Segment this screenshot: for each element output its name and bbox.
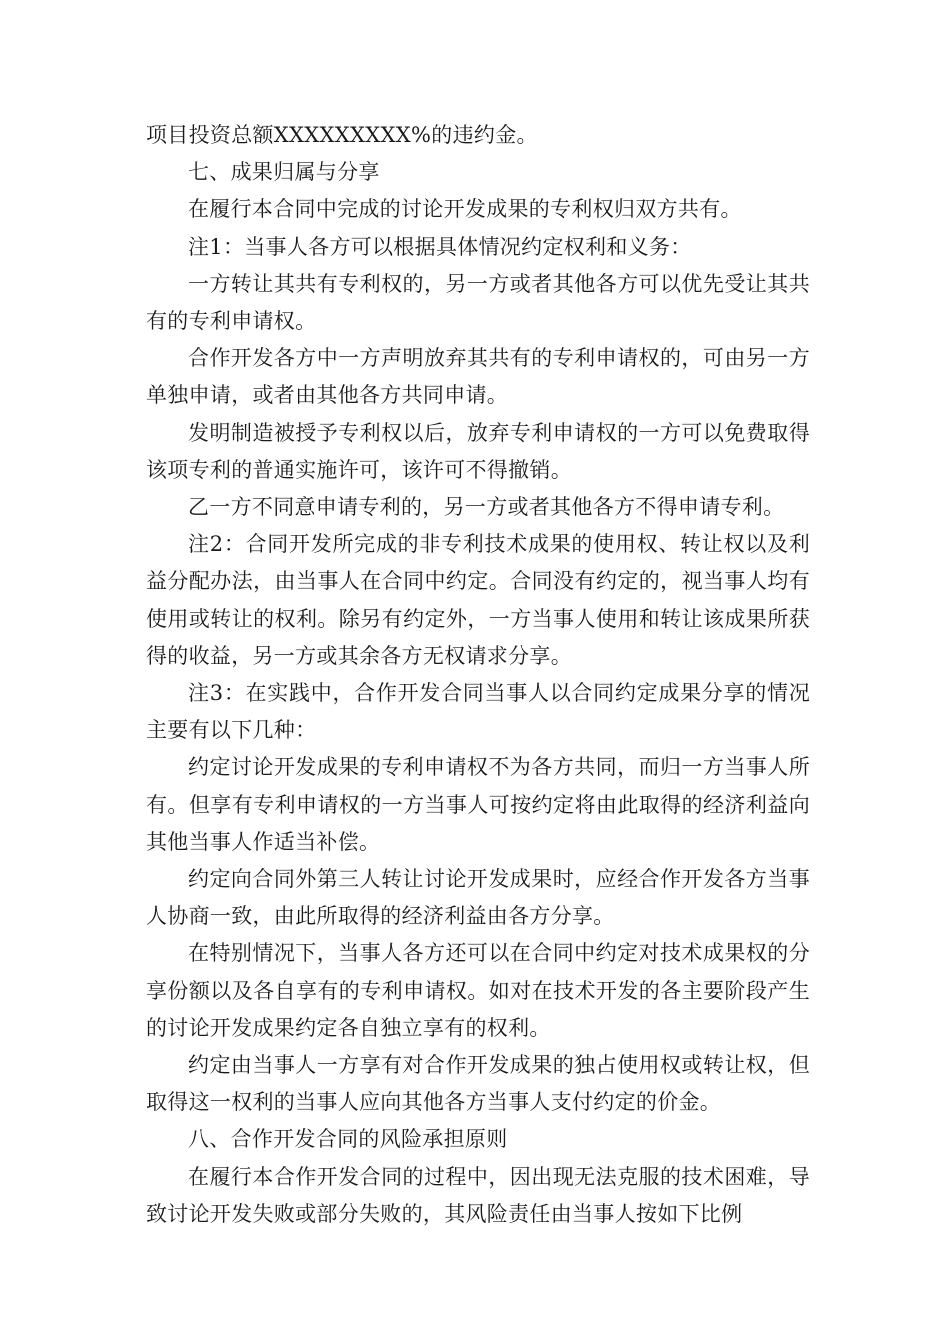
document-body [146, 117, 810, 1233]
paragraph-7: 发明制造被授予专利权以后，放弃专利申请权的一方可以免费取得该项专利的普通实施许可，该许可不得撤销。 [146, 420, 810, 482]
paragraph-3: 在履行本合同中完成的讨论开发成果的专利权归双方共有。 [188, 197, 742, 222]
paragraph-16: 在履行本合作开发合同的过程中，因出现无法克服的技术困难，导致讨论开发失败或部分失败的，其风险责任由当事人按如下比例 [146, 1164, 810, 1226]
note-3: 注3：在实践中，合作开发合同当事人以合同约定成果分享的情况主要有以下几种： [146, 681, 810, 743]
paragraph-8: 乙一方不同意申请专利的，另一方或者其他各方不得申请专利。 [188, 495, 785, 520]
paragraph-6: 合作开发各方中一方声明放弃其共有的专利申请权的，可由另一方单独申请，或者由其他各方共同申请。 [146, 346, 810, 408]
paragraph-1: 项目投资总额XXXXXXXXX%的违约金。 [146, 123, 538, 147]
paragraph-12: 约定向合同外第三人转让讨论开发成果时，应经合作开发各方当事人协商一致，由此所取得的经济利益由各方分享。 [146, 867, 810, 929]
section-heading-7: 七、成果归属与分享 [188, 160, 380, 185]
note-1: 注1：当事人各方可以根据具体情况约定权利和义务： [188, 234, 692, 259]
paragraph-13: 在特别情况下，当事人各方还可以在合同中约定对技术成果权的分享份额以及各自享有的专利申请权。如对在技术开发的各主要阶段产生的讨论开发成果约定各自独立享有的权利。 [146, 941, 810, 1040]
note-2: 注2：合同开发所完成的非专利技术成果的使用权、转让权以及利益分配办法，由当事人在合同中约定。合同没有约定的，视当事人均有使用或转让的权利。除另有约定外，一方当事人使用和转让该成果所获得的收益，另一方或其余各方无权请求分享。 [146, 532, 810, 668]
paragraph-11: 约定讨论开发成果的专利申请权不为各方共同，而归一方当事人所有。但享有专利申请权的一方当事人可按约定将由此取得的经济利益向其他当事人作适当补偿。 [146, 755, 810, 854]
section-heading-8: 八、合作开发合同的风险承担原则 [188, 1127, 508, 1152]
paragraph-5: 一方转让其共有专利权的，另一方或者其他各方可以优先受让其共有的专利申请权。 [146, 271, 810, 334]
paragraph-14: 约定由当事人一方享有对合作开发成果的独占使用权或转让权，但取得这一权利的当事人应向其他各方当事人支付约定的价金。 [146, 1053, 810, 1115]
